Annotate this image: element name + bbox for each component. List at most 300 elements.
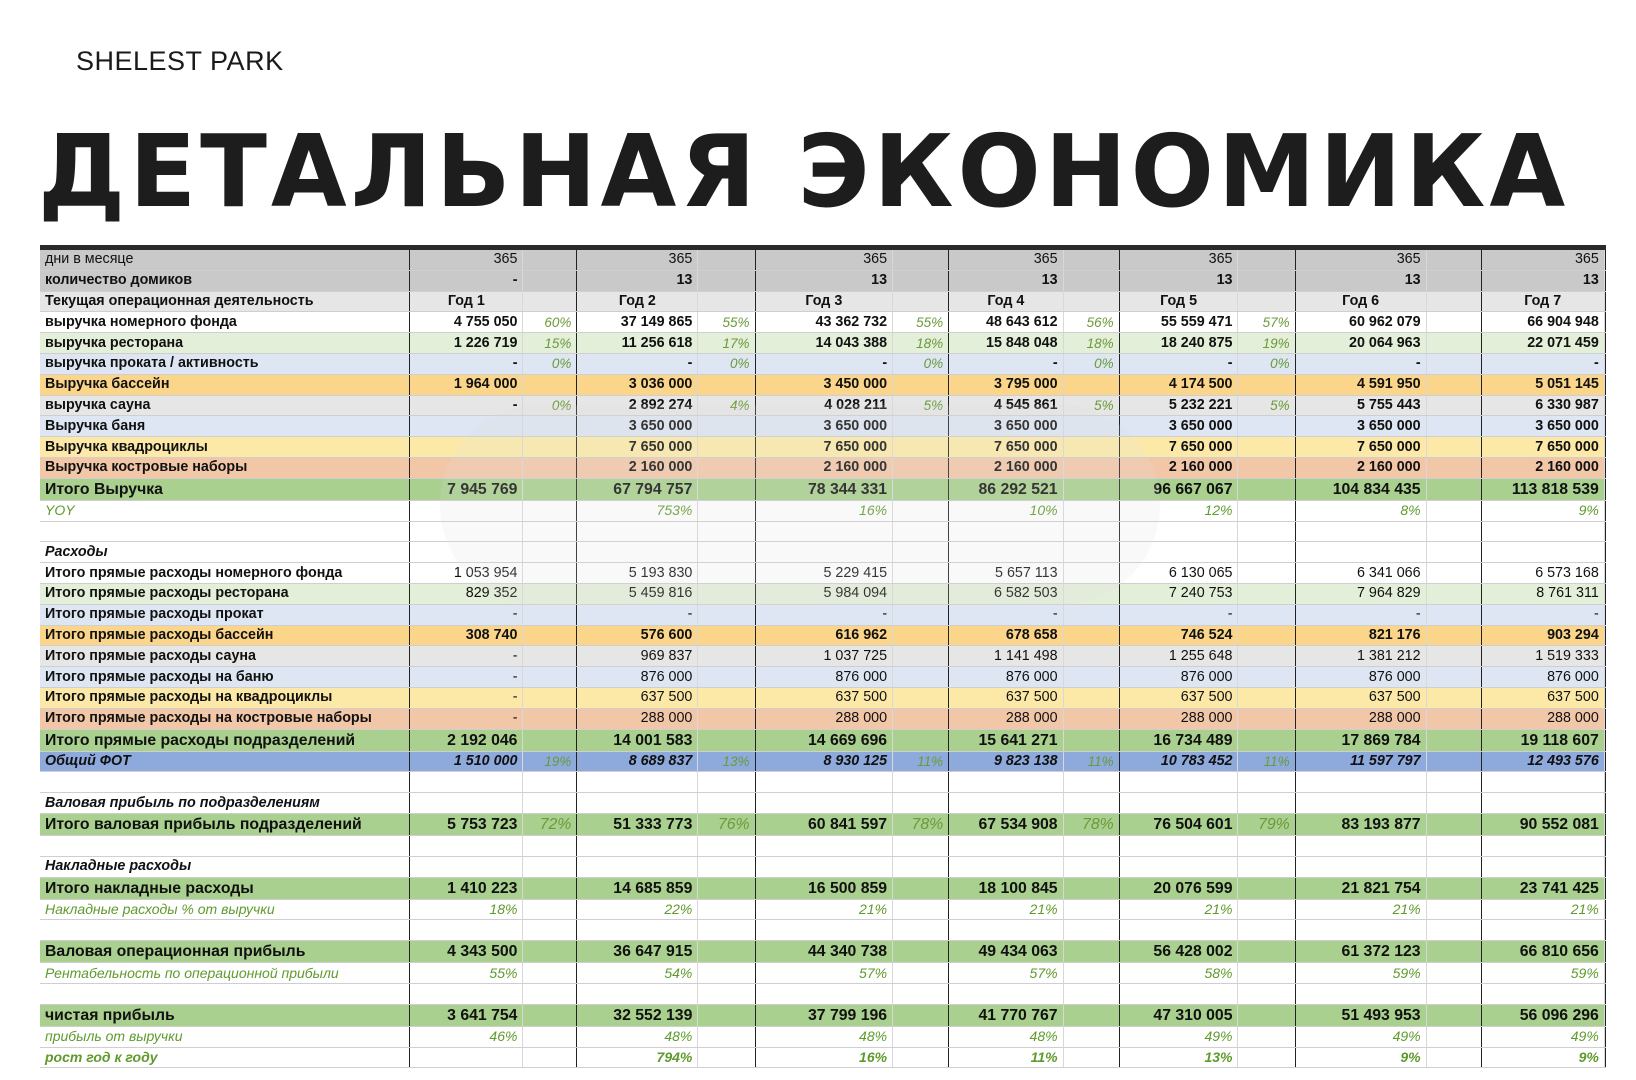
value-cell[interactable] <box>1295 856 1426 877</box>
value-cell[interactable] <box>577 920 698 941</box>
share-cell[interactable] <box>893 270 949 291</box>
value-cell[interactable]: 2 160 000 <box>577 457 698 478</box>
value-cell[interactable]: 59% <box>1295 963 1426 984</box>
share-cell[interactable] <box>1426 353 1481 374</box>
value-cell[interactable]: 637 500 <box>755 687 893 708</box>
share-cell[interactable] <box>1063 563 1119 584</box>
share-cell[interactable] <box>523 416 577 437</box>
value-cell[interactable]: 3 650 000 <box>949 416 1063 437</box>
share-cell[interactable] <box>1238 899 1295 920</box>
share-cell[interactable] <box>1426 270 1481 291</box>
share-cell[interactable] <box>1426 521 1481 542</box>
share-cell[interactable] <box>698 500 755 521</box>
share-cell[interactable] <box>1604 542 1605 563</box>
share-cell[interactable]: 79% <box>1238 813 1295 835</box>
value-cell[interactable]: 32 552 139 <box>577 1004 698 1026</box>
value-cell[interactable]: 43 362 732 <box>755 312 893 333</box>
share-cell[interactable] <box>1063 646 1119 667</box>
value-cell[interactable]: 13% <box>1119 1047 1238 1068</box>
share-cell[interactable] <box>893 291 949 312</box>
share-cell[interactable] <box>1604 963 1605 984</box>
value-cell[interactable] <box>755 793 893 814</box>
share-cell[interactable] <box>698 457 755 478</box>
value-cell[interactable] <box>1481 772 1604 793</box>
share-cell[interactable]: 60% <box>523 312 577 333</box>
share-cell[interactable] <box>1238 793 1295 814</box>
share-cell[interactable] <box>698 250 755 270</box>
value-cell[interactable]: 576 600 <box>577 625 698 646</box>
value-cell[interactable]: 49% <box>1119 1026 1238 1047</box>
share-cell[interactable] <box>1604 416 1605 437</box>
share-cell[interactable] <box>1426 941 1481 963</box>
value-cell[interactable]: - <box>410 270 523 291</box>
value-cell[interactable]: 2 160 000 <box>1119 457 1238 478</box>
value-cell[interactable]: - <box>410 646 523 667</box>
value-cell[interactable]: 365 <box>1481 250 1604 270</box>
value-cell[interactable]: Год 3 <box>755 291 893 312</box>
share-cell[interactable] <box>1426 374 1481 395</box>
share-cell[interactable]: 76% <box>698 813 755 835</box>
value-cell[interactable]: - <box>410 708 523 729</box>
share-cell[interactable] <box>698 542 755 563</box>
share-cell[interactable]: 11% <box>1063 751 1119 772</box>
value-cell[interactable]: 5 459 816 <box>577 583 698 604</box>
value-cell[interactable] <box>1481 521 1604 542</box>
value-cell[interactable]: 308 740 <box>410 625 523 646</box>
share-cell[interactable] <box>1063 793 1119 814</box>
share-cell[interactable]: 13% <box>698 751 755 772</box>
value-cell[interactable]: 7 650 000 <box>1119 437 1238 458</box>
share-cell[interactable] <box>893 877 949 899</box>
share-cell[interactable] <box>893 563 949 584</box>
share-cell[interactable] <box>893 772 949 793</box>
value-cell[interactable]: 5 229 415 <box>755 563 893 584</box>
value-cell[interactable] <box>577 856 698 877</box>
value-cell[interactable]: 49% <box>1295 1026 1426 1047</box>
share-cell[interactable] <box>1238 542 1295 563</box>
value-cell[interactable]: 288 000 <box>1119 708 1238 729</box>
value-cell[interactable]: 104 834 435 <box>1295 478 1426 500</box>
share-cell[interactable] <box>523 478 577 500</box>
value-cell[interactable] <box>755 835 893 856</box>
value-cell[interactable]: 22 071 459 <box>1481 333 1604 354</box>
share-cell[interactable] <box>1604 877 1605 899</box>
value-cell[interactable]: 9 823 138 <box>949 751 1063 772</box>
share-cell[interactable] <box>1426 772 1481 793</box>
share-cell[interactable] <box>1426 250 1481 270</box>
value-cell[interactable]: 2 160 000 <box>1481 457 1604 478</box>
value-cell[interactable]: 21 821 754 <box>1295 877 1426 899</box>
share-cell[interactable] <box>1426 395 1481 416</box>
share-cell[interactable] <box>1426 1047 1481 1068</box>
share-cell[interactable]: 0% <box>698 353 755 374</box>
share-cell[interactable] <box>698 374 755 395</box>
value-cell[interactable]: 54% <box>577 963 698 984</box>
share-cell[interactable] <box>523 521 577 542</box>
share-cell[interactable] <box>1426 963 1481 984</box>
value-cell[interactable]: 3 641 754 <box>410 1004 523 1026</box>
share-cell[interactable] <box>698 1004 755 1026</box>
share-cell[interactable] <box>893 667 949 688</box>
share-cell[interactable] <box>1063 941 1119 963</box>
share-cell[interactable] <box>1063 625 1119 646</box>
value-cell[interactable] <box>755 772 893 793</box>
value-cell[interactable]: 13 <box>755 270 893 291</box>
share-cell[interactable] <box>1604 312 1605 333</box>
share-cell[interactable] <box>1238 1026 1295 1047</box>
share-cell[interactable] <box>523 437 577 458</box>
value-cell[interactable]: - <box>410 687 523 708</box>
value-cell[interactable] <box>1119 835 1238 856</box>
value-cell[interactable] <box>1119 793 1238 814</box>
share-cell[interactable] <box>1426 1026 1481 1047</box>
share-cell[interactable] <box>1238 856 1295 877</box>
value-cell[interactable]: 7 650 000 <box>577 437 698 458</box>
value-cell[interactable]: 876 000 <box>1481 667 1604 688</box>
share-cell[interactable] <box>1426 416 1481 437</box>
share-cell[interactable] <box>523 793 577 814</box>
value-cell[interactable]: 66 904 948 <box>1481 312 1604 333</box>
share-cell[interactable] <box>1426 478 1481 500</box>
value-cell[interactable]: 637 500 <box>1119 687 1238 708</box>
share-cell[interactable] <box>1604 708 1605 729</box>
value-cell[interactable]: - <box>410 604 523 625</box>
value-cell[interactable]: - <box>1119 604 1238 625</box>
value-cell[interactable]: 1 053 954 <box>410 563 523 584</box>
share-cell[interactable] <box>1604 751 1605 772</box>
share-cell[interactable] <box>698 920 755 941</box>
share-cell[interactable] <box>523 856 577 877</box>
value-cell[interactable]: 61 372 123 <box>1295 941 1426 963</box>
share-cell[interactable] <box>523 250 577 270</box>
value-cell[interactable]: 16% <box>755 1047 893 1068</box>
share-cell[interactable] <box>1063 835 1119 856</box>
share-cell[interactable] <box>1063 772 1119 793</box>
share-cell[interactable]: 0% <box>523 395 577 416</box>
share-cell[interactable] <box>1426 899 1481 920</box>
value-cell[interactable] <box>1119 920 1238 941</box>
share-cell[interactable]: 57% <box>1238 312 1295 333</box>
share-cell[interactable] <box>1063 856 1119 877</box>
value-cell[interactable] <box>1481 793 1604 814</box>
value-cell[interactable]: - <box>755 604 893 625</box>
share-cell[interactable] <box>1238 563 1295 584</box>
share-cell[interactable] <box>523 563 577 584</box>
value-cell[interactable]: 1 255 648 <box>1119 646 1238 667</box>
value-cell[interactable]: 14 001 583 <box>577 729 698 751</box>
value-cell[interactable]: 7 964 829 <box>1295 583 1426 604</box>
value-cell[interactable]: 5 755 443 <box>1295 395 1426 416</box>
value-cell[interactable]: 9% <box>1481 1047 1604 1068</box>
value-cell[interactable]: - <box>577 604 698 625</box>
value-cell[interactable]: 365 <box>755 250 893 270</box>
share-cell[interactable] <box>893 478 949 500</box>
share-cell[interactable] <box>1604 1004 1605 1026</box>
value-cell[interactable] <box>1295 542 1426 563</box>
share-cell[interactable] <box>1238 1004 1295 1026</box>
share-cell[interactable] <box>893 583 949 604</box>
value-cell[interactable]: 66 810 656 <box>1481 941 1604 963</box>
share-cell[interactable] <box>698 416 755 437</box>
share-cell[interactable] <box>523 270 577 291</box>
value-cell[interactable]: 794% <box>577 1047 698 1068</box>
share-cell[interactable]: 18% <box>893 333 949 354</box>
value-cell[interactable]: 8 930 125 <box>755 751 893 772</box>
share-cell[interactable] <box>1604 941 1605 963</box>
value-cell[interactable]: 876 000 <box>1119 667 1238 688</box>
value-cell[interactable]: 4 343 500 <box>410 941 523 963</box>
share-cell[interactable] <box>1063 1047 1119 1068</box>
value-cell[interactable]: 44 340 738 <box>755 941 893 963</box>
value-cell[interactable]: 288 000 <box>577 708 698 729</box>
share-cell[interactable] <box>1604 437 1605 458</box>
value-cell[interactable] <box>1481 920 1604 941</box>
share-cell[interactable] <box>523 963 577 984</box>
share-cell[interactable] <box>1063 1026 1119 1047</box>
value-cell[interactable]: 365 <box>410 250 523 270</box>
value-cell[interactable]: 48% <box>755 1026 893 1047</box>
value-cell[interactable] <box>755 856 893 877</box>
share-cell[interactable] <box>893 856 949 877</box>
value-cell[interactable]: 746 524 <box>1119 625 1238 646</box>
value-cell[interactable]: 78 344 331 <box>755 478 893 500</box>
share-cell[interactable] <box>698 899 755 920</box>
share-cell[interactable] <box>1238 646 1295 667</box>
share-cell[interactable] <box>523 646 577 667</box>
value-cell[interactable]: 12% <box>1119 500 1238 521</box>
value-cell[interactable]: 876 000 <box>1295 667 1426 688</box>
value-cell[interactable]: 2 160 000 <box>949 457 1063 478</box>
value-cell[interactable]: 21% <box>1119 899 1238 920</box>
value-cell[interactable]: 3 650 000 <box>1119 416 1238 437</box>
value-cell[interactable]: 9% <box>1295 1047 1426 1068</box>
share-cell[interactable] <box>523 667 577 688</box>
share-cell[interactable] <box>893 793 949 814</box>
value-cell[interactable]: 7 945 769 <box>410 478 523 500</box>
share-cell[interactable] <box>523 1026 577 1047</box>
value-cell[interactable] <box>1481 835 1604 856</box>
value-cell[interactable] <box>1119 542 1238 563</box>
share-cell[interactable] <box>1426 542 1481 563</box>
value-cell[interactable]: Год 1 <box>410 291 523 312</box>
share-cell[interactable] <box>1238 291 1295 312</box>
value-cell[interactable]: - <box>949 353 1063 374</box>
value-cell[interactable]: 22% <box>577 899 698 920</box>
share-cell[interactable] <box>893 1047 949 1068</box>
share-cell[interactable] <box>1238 521 1295 542</box>
share-cell[interactable] <box>1604 374 1605 395</box>
share-cell[interactable] <box>893 835 949 856</box>
share-cell[interactable]: 17% <box>698 333 755 354</box>
value-cell[interactable]: 5 232 221 <box>1119 395 1238 416</box>
share-cell[interactable]: 78% <box>1063 813 1119 835</box>
value-cell[interactable] <box>949 772 1063 793</box>
share-cell[interactable] <box>523 708 577 729</box>
share-cell[interactable] <box>698 856 755 877</box>
share-cell[interactable] <box>1604 457 1605 478</box>
value-cell[interactable]: 1 226 719 <box>410 333 523 354</box>
value-cell[interactable]: 6 582 503 <box>949 583 1063 604</box>
share-cell[interactable] <box>698 604 755 625</box>
value-cell[interactable] <box>1119 521 1238 542</box>
value-cell[interactable]: Год 6 <box>1295 291 1426 312</box>
share-cell[interactable] <box>893 708 949 729</box>
value-cell[interactable]: 6 341 066 <box>1295 563 1426 584</box>
value-cell[interactable]: 10 783 452 <box>1119 751 1238 772</box>
share-cell[interactable] <box>523 920 577 941</box>
share-cell[interactable] <box>698 583 755 604</box>
share-cell[interactable] <box>1604 856 1605 877</box>
share-cell[interactable] <box>1604 813 1605 835</box>
share-cell[interactable] <box>698 835 755 856</box>
share-cell[interactable] <box>1604 333 1605 354</box>
value-cell[interactable] <box>410 772 523 793</box>
share-cell[interactable] <box>1426 729 1481 751</box>
value-cell[interactable]: 3 650 000 <box>1295 416 1426 437</box>
share-cell[interactable] <box>1063 250 1119 270</box>
value-cell[interactable]: 17 869 784 <box>1295 729 1426 751</box>
share-cell[interactable] <box>1604 563 1605 584</box>
value-cell[interactable]: 57% <box>949 963 1063 984</box>
value-cell[interactable] <box>577 835 698 856</box>
share-cell[interactable] <box>893 437 949 458</box>
share-cell[interactable] <box>1604 983 1605 1004</box>
value-cell[interactable]: 14 669 696 <box>755 729 893 751</box>
value-cell[interactable]: 7 650 000 <box>1295 437 1426 458</box>
value-cell[interactable]: 2 192 046 <box>410 729 523 751</box>
share-cell[interactable] <box>1238 920 1295 941</box>
value-cell[interactable]: 6 573 168 <box>1481 563 1604 584</box>
share-cell[interactable] <box>1604 625 1605 646</box>
share-cell[interactable] <box>1238 729 1295 751</box>
value-cell[interactable]: 20 076 599 <box>1119 877 1238 899</box>
share-cell[interactable] <box>1426 708 1481 729</box>
share-cell[interactable] <box>1238 772 1295 793</box>
share-cell[interactable] <box>698 646 755 667</box>
value-cell[interactable]: 83 193 877 <box>1295 813 1426 835</box>
value-cell[interactable]: - <box>1481 353 1604 374</box>
value-cell[interactable]: 876 000 <box>577 667 698 688</box>
share-cell[interactable] <box>1604 1026 1605 1047</box>
share-cell[interactable] <box>1238 835 1295 856</box>
share-cell[interactable] <box>1426 667 1481 688</box>
value-cell[interactable]: 678 658 <box>949 625 1063 646</box>
value-cell[interactable]: 13 <box>577 270 698 291</box>
share-cell[interactable] <box>1604 395 1605 416</box>
value-cell[interactable]: 288 000 <box>1295 708 1426 729</box>
share-cell[interactable] <box>698 729 755 751</box>
share-cell[interactable] <box>893 1026 949 1047</box>
value-cell[interactable]: 37 799 196 <box>755 1004 893 1026</box>
share-cell[interactable] <box>1604 1047 1605 1068</box>
value-cell[interactable]: 1 037 725 <box>755 646 893 667</box>
share-cell[interactable] <box>698 437 755 458</box>
value-cell[interactable]: 829 352 <box>410 583 523 604</box>
share-cell[interactable] <box>1426 793 1481 814</box>
value-cell[interactable]: 821 176 <box>1295 625 1426 646</box>
share-cell[interactable] <box>1426 835 1481 856</box>
value-cell[interactable]: 969 837 <box>577 646 698 667</box>
value-cell[interactable]: 1 510 000 <box>410 751 523 772</box>
share-cell[interactable] <box>523 687 577 708</box>
value-cell[interactable]: 1 141 498 <box>949 646 1063 667</box>
value-cell[interactable]: 637 500 <box>1481 687 1604 708</box>
share-cell[interactable] <box>1063 478 1119 500</box>
value-cell[interactable]: 3 036 000 <box>577 374 698 395</box>
share-cell[interactable] <box>1426 1004 1481 1026</box>
value-cell[interactable] <box>410 983 523 1004</box>
value-cell[interactable]: 21% <box>755 899 893 920</box>
value-cell[interactable]: 1 964 000 <box>410 374 523 395</box>
share-cell[interactable] <box>1238 877 1295 899</box>
share-cell[interactable] <box>523 542 577 563</box>
share-cell[interactable] <box>893 963 949 984</box>
share-cell[interactable] <box>1604 583 1605 604</box>
value-cell[interactable] <box>1295 521 1426 542</box>
share-cell[interactable] <box>1238 963 1295 984</box>
value-cell[interactable]: 113 818 539 <box>1481 478 1604 500</box>
value-cell[interactable]: 36 647 915 <box>577 941 698 963</box>
share-cell[interactable] <box>1063 500 1119 521</box>
share-cell[interactable] <box>1426 856 1481 877</box>
value-cell[interactable] <box>410 437 523 458</box>
share-cell[interactable] <box>1426 437 1481 458</box>
value-cell[interactable]: 4 545 861 <box>949 395 1063 416</box>
value-cell[interactable] <box>577 983 698 1004</box>
value-cell[interactable]: 2 160 000 <box>755 457 893 478</box>
share-cell[interactable] <box>893 729 949 751</box>
share-cell[interactable] <box>893 941 949 963</box>
value-cell[interactable]: - <box>410 395 523 416</box>
value-cell[interactable]: 903 294 <box>1481 625 1604 646</box>
share-cell[interactable] <box>523 500 577 521</box>
share-cell[interactable] <box>1604 353 1605 374</box>
share-cell[interactable]: 5% <box>893 395 949 416</box>
share-cell[interactable] <box>698 478 755 500</box>
share-cell[interactable] <box>1063 729 1119 751</box>
share-cell[interactable] <box>698 687 755 708</box>
share-cell[interactable] <box>1063 983 1119 1004</box>
share-cell[interactable] <box>1238 500 1295 521</box>
share-cell[interactable] <box>893 542 949 563</box>
value-cell[interactable] <box>410 500 523 521</box>
share-cell[interactable] <box>893 1004 949 1026</box>
value-cell[interactable]: 14 043 388 <box>755 333 893 354</box>
value-cell[interactable]: 3 650 000 <box>1481 416 1604 437</box>
value-cell[interactable]: 21% <box>949 899 1063 920</box>
share-cell[interactable] <box>1238 983 1295 1004</box>
value-cell[interactable]: 58% <box>1119 963 1238 984</box>
value-cell[interactable]: 96 667 067 <box>1119 478 1238 500</box>
value-cell[interactable]: 48% <box>577 1026 698 1047</box>
share-cell[interactable] <box>1238 374 1295 395</box>
share-cell[interactable] <box>523 583 577 604</box>
value-cell[interactable]: 16% <box>755 500 893 521</box>
share-cell[interactable] <box>893 374 949 395</box>
share-cell[interactable] <box>698 963 755 984</box>
share-cell[interactable]: 11% <box>1238 751 1295 772</box>
share-cell[interactable] <box>1063 583 1119 604</box>
share-cell[interactable] <box>1426 920 1481 941</box>
value-cell[interactable] <box>1295 793 1426 814</box>
value-cell[interactable]: 18% <box>410 899 523 920</box>
share-cell[interactable] <box>1238 625 1295 646</box>
share-cell[interactable] <box>523 1004 577 1026</box>
share-cell[interactable] <box>1063 899 1119 920</box>
share-cell[interactable] <box>893 416 949 437</box>
value-cell[interactable] <box>755 542 893 563</box>
value-cell[interactable]: 76 504 601 <box>1119 813 1238 835</box>
